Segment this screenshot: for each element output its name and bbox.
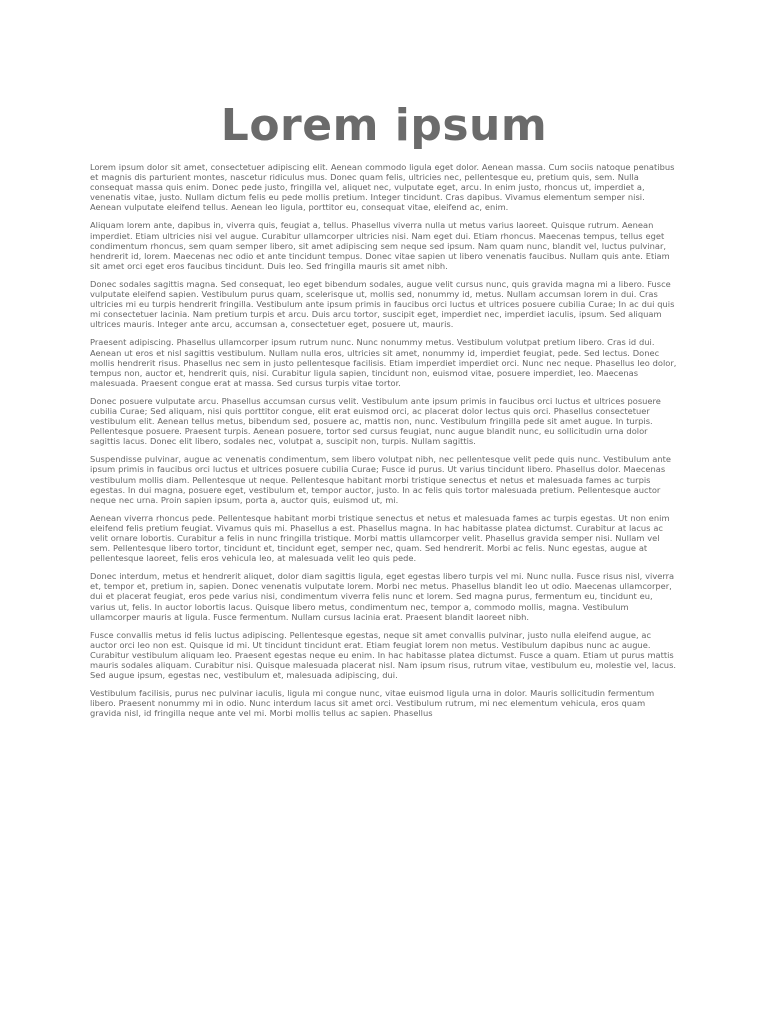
document-title: Lorem ipsum	[220, 100, 548, 151]
paragraph: Suspendisse pulvinar, augue ac venenatis condimentum, sem libero volutpat nibh, nec pellentesque velit pede quis nunc. Vestibulum ante ipsum primis in faucibus orci luctus et ultrices posuere cubilia Curae; Fusce id purus. Ut varius tincidunt libero. Phasellus dolor. Maecenas vestibulum mollis diam. Pellentesque ut neque. Pellentesque habitant morbi tristique senectus et netus et malesuada fames ac turpis egestas. In dui magna, posuere eget, vestibulum et, tempor auctor, justo. In ac felis quis tortor malesuada pretium. Pellentesque auctor neque nec urna. Proin sapien ipsum, porta a, auctor quis, euismod ut, mi.	[90, 454, 671, 505]
paragraph: Aliquam lorem ante, dapibus in, viverra quis, feugiat a, tellus. Phasellus viverra nulla ut metus varius laoreet. Quisque rutrum. Aenean imperdiet. Etiam ultricies nisi vel augue. Curabitur ullamcorper ultricies nisi. Nam eget dui. Etiam rhoncus. Maecenas tempus, tellus eget condimentum rhoncus, sem quam semper libero, sit amet adipiscing sem neque sed ipsum. Nam quam nunc, blandit vel, luctus pulvinar, hendrerit id, lorem. Maecenas nec odio et ante tincidunt tempus. Donec vitae sapien ut libero venenatis faucibus. Nullam quis ante. Etiam sit amet orci eget eros faucibus tincidunt. Duis leo. Sed fringilla mauris sit amet nibh.	[90, 220, 670, 271]
paragraph: Donec sodales sagittis magna. Sed consequat, leo eget bibendum sodales, augue velit cursus nunc, quis gravida magna mi a libero. Fusce vulputate eleifend sapien. Vestibulum purus quam, scelerisque ut, mollis sed, nonummy id, metus. Nullam accumsan lorem in dui. Cras ultricies mi eu turpis hendrerit fringilla. Vestibulum ante ipsum primis in faucibus orci luctus et ultrices posuere cubilia Curae; In ac dui quis mi consectetuer lacinia. Nam pretium turpis et arcu. Duis arcu tortor, suscipit eget, imperdiet nec, imperdiet iaculis, ipsum. Sed aliquam ultrices mauris. Integer ante arcu, accumsan a, consectetuer eget, posuere ut, mauris.	[90, 278, 675, 330]
document-body	[90, 162, 678, 719]
paragraph: Aenean viverra rhoncus pede. Pellentesque habitant morbi tristique senectus et netus et malesuada fames ac turpis egestas. Ut non enim eleifend felis pretium feugiat. Vivamus quis mi. Phasellus a est. Phasellus magna. In hac habitasse platea dictumst. Curabitur at lacus ac velit ornare lobortis. Curabitur a felis in nunc fringilla tristique. Morbi mattis ullamcorper velit. Phasellus gravida semper nisi. Nullam vel sem. Pellentesque libero tortor, tincidunt et, tincidunt eget, semper nec, quam. Sed hendrerit. Morbi ac felis. Nunc egestas, augue at pellentesque laoreet, felis eros vehicula leo, at malesuada velit leo quis pede.	[90, 512, 670, 564]
paragraph: Lorem ipsum dolor sit amet, consectetuer adipiscing elit. Aenean commodo ligula eget dolor. Aenean massa. Cum sociis natoque penatibus et magnis dis parturient montes, nascetur ridiculus mus. Donec quam felis, ultricies nec, pellentesque eu, pretium quis, sem. Nulla consequat massa quis enim. Donec pede justo, fringilla vel, aliquet nec, vulputate eget, arcu. In enim justo, rhoncus ut, imperdiet a, venenatis vitae, justo. Nullam dictum felis eu pede mollis pretium. Integer tincidunt. Cras dapibus. Vivamus elementum semper nisi. Aenean vulputate eleifend tellus. Aenean leo ligula, porttitor eu, consequat vitae, eleifend ac, enim.	[90, 162, 675, 213]
paragraph: Donec interdum, metus et hendrerit aliquet, dolor diam sagittis ligula, eget egestas libero turpis vel mi. Nunc nulla. Fusce risus nisl, viverra et, tempor et, pretium in, sapien. Donec venenatis vulputate lorem. Morbi nec metus. Phasellus blandit leo ut odio. Maecenas ullamcorper, dui et placerat feugiat, eros pede varius nisi, condimentum viverra felis nunc et lorem. Sed magna purus, fermentum eu, tincidunt eu, varius ut, felis. In auctor lobortis lacus. Quisque libero metus, condimentum nec, tempor a, commodo mollis, magna. Vestibulum ullamcorper mauris at ligula. Fusce fermentum. Nullam cursus lacinia erat. Praesent blandit laoreet nibh.	[90, 571, 675, 622]
paragraph: Praesent adipiscing. Phasellus ullamcorper ipsum rutrum nunc. Nunc nonummy metus. Vestibulum volutpat pretium libero. Cras id dui. Aenean ut eros et nisl sagittis vestibulum. Nullam nulla eros, ultricies sit amet, nonummy id, imperdiet feugiat, pede. Sed lectus. Donec mollis hendrerit risus. Phasellus nec sem in justo pellentesque facilisis. Etiam imperdiet imperdiet orci. Nunc nec neque. Phasellus leo dolor, tempus non, auctor et, hendrerit quis, nisi. Curabitur ligula sapien, tincidunt non, euismod vitae, posuere imperdiet, leo. Maecenas malesuada. Praesent congue erat at massa. Sed cursus turpis vitae tortor.	[90, 337, 677, 388]
paragraph: Vestibulum facilisis, purus nec pulvinar iaculis, ligula mi congue nunc, vitae euismod ligula urna in dolor. Mauris sollicitudin fermentum libero. Praesent nonummy mi in odio. Nunc interdum lacus sit amet orci. Vestibulum rutrum, mi nec elementum vehicula, eros quam gravida nisl, id fringilla neque ante vel mi. Morbi mollis tellus ac sapien. Phasellus	[90, 688, 655, 719]
paragraph: Donec posuere vulputate arcu. Phasellus accumsan cursus velit. Vestibulum ante ipsum primis in faucibus orci luctus et ultrices posuere cubilia Curae; Sed aliquam, nisi quis porttitor congue, elit erat euismod orci, ac placerat dolor lectus quis orci. Phasellus consectetuer vestibulum elit. Aenean tellus metus, bibendum sed, posuere ac, mattis non, nunc. Vestibulum fringilla pede sit amet augue. In turpis. Pellentesque posuere. Praesent turpis. Aenean posuere, tortor sed cursus feugiat, nunc augue blandit nunc, eu sollicitudin urna dolor sagittis lacus. Donec elit libero, sodales nec, volutpat a, suscipit non, turpis. Nullam sagittis.	[90, 395, 661, 447]
paragraph: Fusce convallis metus id felis luctus adipiscing. Pellentesque egestas, neque sit amet convallis pulvinar, justo nulla eleifend augue, ac auctor orci leo non est. Quisque id mi. Ut tincidunt tincidunt erat. Etiam feugiat lorem non metus. Vestibulum dapibus nunc ac augue. Curabitur vestibulum aliquam leo. Praesent egestas neque eu enim. In hac habitasse platea dictumst. Fusce a quam. Etiam ut purus mattis mauris sodales aliquam. Curabitur nisi. Quisque malesuada placerat nisl. Nam ipsum risus, rutrum vitae, vestibulum eu, molestie vel, lacus. Sed augue ipsum, egestas nec, vestibulum et, malesuada adipiscing, dui.	[90, 629, 677, 681]
